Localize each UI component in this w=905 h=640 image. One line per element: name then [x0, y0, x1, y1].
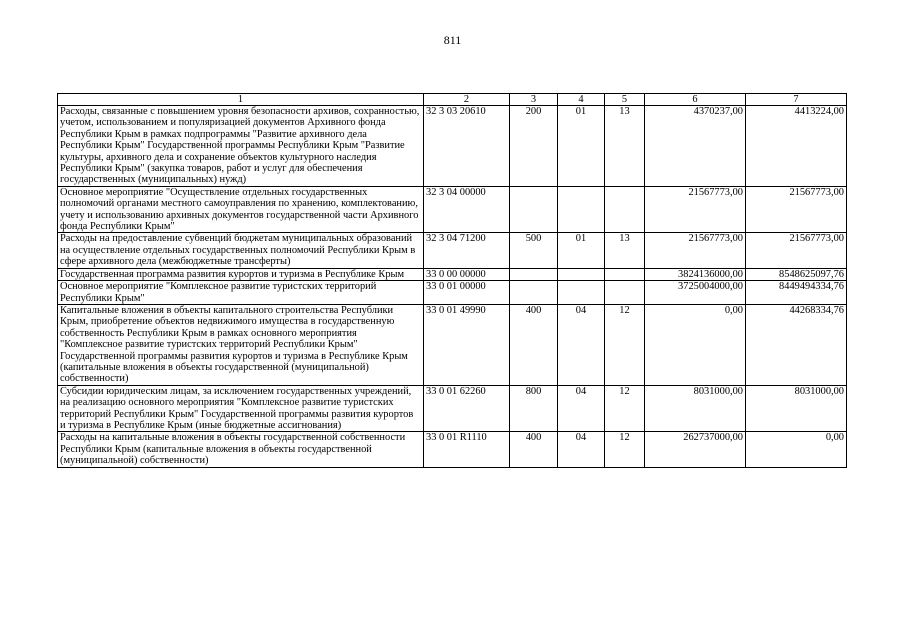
row-value-6: 21567773,00 — [645, 186, 746, 233]
row-code: 33 0 01 00000 — [424, 281, 510, 305]
row-col3 — [510, 281, 558, 305]
row-col5 — [605, 281, 645, 305]
row-col5: 12 — [605, 385, 645, 432]
row-value-7: 21567773,00 — [746, 186, 847, 233]
column-header-4: 4 — [558, 94, 605, 106]
row-code: 32 3 04 00000 — [424, 186, 510, 233]
row-col4: 04 — [558, 385, 605, 432]
row-value-6: 3824136000,00 — [645, 268, 746, 280]
row-col3: 800 — [510, 385, 558, 432]
row-description: Расходы, связанные с повышением уровня безопасности архивов, сохранностью, учетом, использованием и популяризацией документов Архивного фонда Республики Крым в рамках подпрограммы "Развитие архивного дела Республики Крым" Государственной программы Республики Крым "Развитие культуры, архивного дела и сохранение объектов культурного наследия Республики Крым" (закупка товаров, работ и услуг для обеспечения государственных (муниципальных) нужд) — [58, 106, 424, 187]
row-col4 — [558, 268, 605, 280]
row-value-6: 3725004000,00 — [645, 281, 746, 305]
row-code: 32 3 04 71200 — [424, 233, 510, 268]
row-col4: 04 — [558, 432, 605, 467]
row-value-7: 8548625097,76 — [746, 268, 847, 280]
table-row — [58, 385, 847, 432]
row-col4 — [558, 281, 605, 305]
row-value-6: 0,00 — [645, 304, 746, 385]
row-description: Основное мероприятие "Комплексное развитие туристских территорий Республики Крым" — [58, 281, 424, 305]
row-description: Расходы на капитальные вложения в объекты государственной собственности Республики Крым (капитальные вложения в объекты государственной (муниципальной) собственности) — [58, 432, 424, 467]
row-description: Субсидии юридическим лицам, за исключением государственных учреждений, на реализацию основного мероприятия "Комплексное развитие туристских территорий Республики Крым" Государственной программы развития курортов и туризма в Республике Крым (иные бюджетные ассигнования) — [58, 385, 424, 432]
row-description: Государственная программа развития курортов и туризма в Республике Крым — [58, 268, 424, 280]
row-col4: 01 — [558, 106, 605, 187]
column-header-7: 7 — [746, 94, 847, 106]
row-description: Расходы на предоставление субвенций бюджетам муниципальных образований на осуществление отдельных государственных полномочий Республики Крым в сфере архивного дела (межбюджетные трансферты) — [58, 233, 424, 268]
table-row — [58, 432, 847, 467]
column-header-1: 1 — [58, 94, 424, 106]
row-value-6: 262737000,00 — [645, 432, 746, 467]
header-row — [58, 94, 847, 106]
row-value-7: 44268334,76 — [746, 304, 847, 385]
row-value-7: 21567773,00 — [746, 233, 847, 268]
row-description: Капитальные вложения в объекты капитального строительства Республики Крым, приобретение объектов недвижимого имущества в государственную собственность Республики Крым в рамках основного мероприятия "Комплексное развитие туристских территорий Республики Крым" Государственной программы развития курортов и туризма в Республике Крым (капитальные вложения в объекты государственной (муниципальной) собственности) — [58, 304, 424, 385]
column-header-3: 3 — [510, 94, 558, 106]
column-header-2: 2 — [424, 94, 510, 106]
row-col3: 200 — [510, 106, 558, 187]
row-col3: 500 — [510, 233, 558, 268]
budget-table — [57, 93, 847, 468]
row-value-6: 4370237,00 — [645, 106, 746, 187]
row-col4 — [558, 186, 605, 233]
page-number: 811 — [443, 33, 462, 47]
column-header-6: 6 — [645, 94, 746, 106]
row-col5: 12 — [605, 432, 645, 467]
row-code: 33 0 01 49990 — [424, 304, 510, 385]
row-col5 — [605, 268, 645, 280]
table-row — [58, 186, 847, 233]
row-code: 33 0 01 62260 — [424, 385, 510, 432]
row-code: 33 0 00 00000 — [424, 268, 510, 280]
row-value-6: 8031000,00 — [645, 385, 746, 432]
row-col5: 13 — [605, 233, 645, 268]
row-col5 — [605, 186, 645, 233]
table-row — [58, 233, 847, 268]
row-col5: 13 — [605, 106, 645, 187]
row-col3 — [510, 186, 558, 233]
row-code: 32 3 03 20610 — [424, 106, 510, 187]
table-row — [58, 281, 847, 305]
row-value-7: 4413224,00 — [746, 106, 847, 187]
row-col3: 400 — [510, 304, 558, 385]
row-col3 — [510, 268, 558, 280]
row-value-7: 8449494334,76 — [746, 281, 847, 305]
column-header-5: 5 — [605, 94, 645, 106]
row-col5: 12 — [605, 304, 645, 385]
row-value-7: 0,00 — [746, 432, 847, 467]
row-value-6: 21567773,00 — [645, 233, 746, 268]
row-col3: 400 — [510, 432, 558, 467]
row-code: 33 0 01 R1110 — [424, 432, 510, 467]
row-col4: 04 — [558, 304, 605, 385]
table-row — [58, 106, 847, 187]
table-row — [58, 268, 847, 280]
table-row — [58, 304, 847, 385]
row-col4: 01 — [558, 233, 605, 268]
row-description: Основное мероприятие "Осуществление отдельных государственных полномочий органами местного самоуправления по хранению, комплектованию, учету и использованию архивных документов государственной части Архивного фонда Республики Крым" — [58, 186, 424, 233]
row-value-7: 8031000,00 — [746, 385, 847, 432]
